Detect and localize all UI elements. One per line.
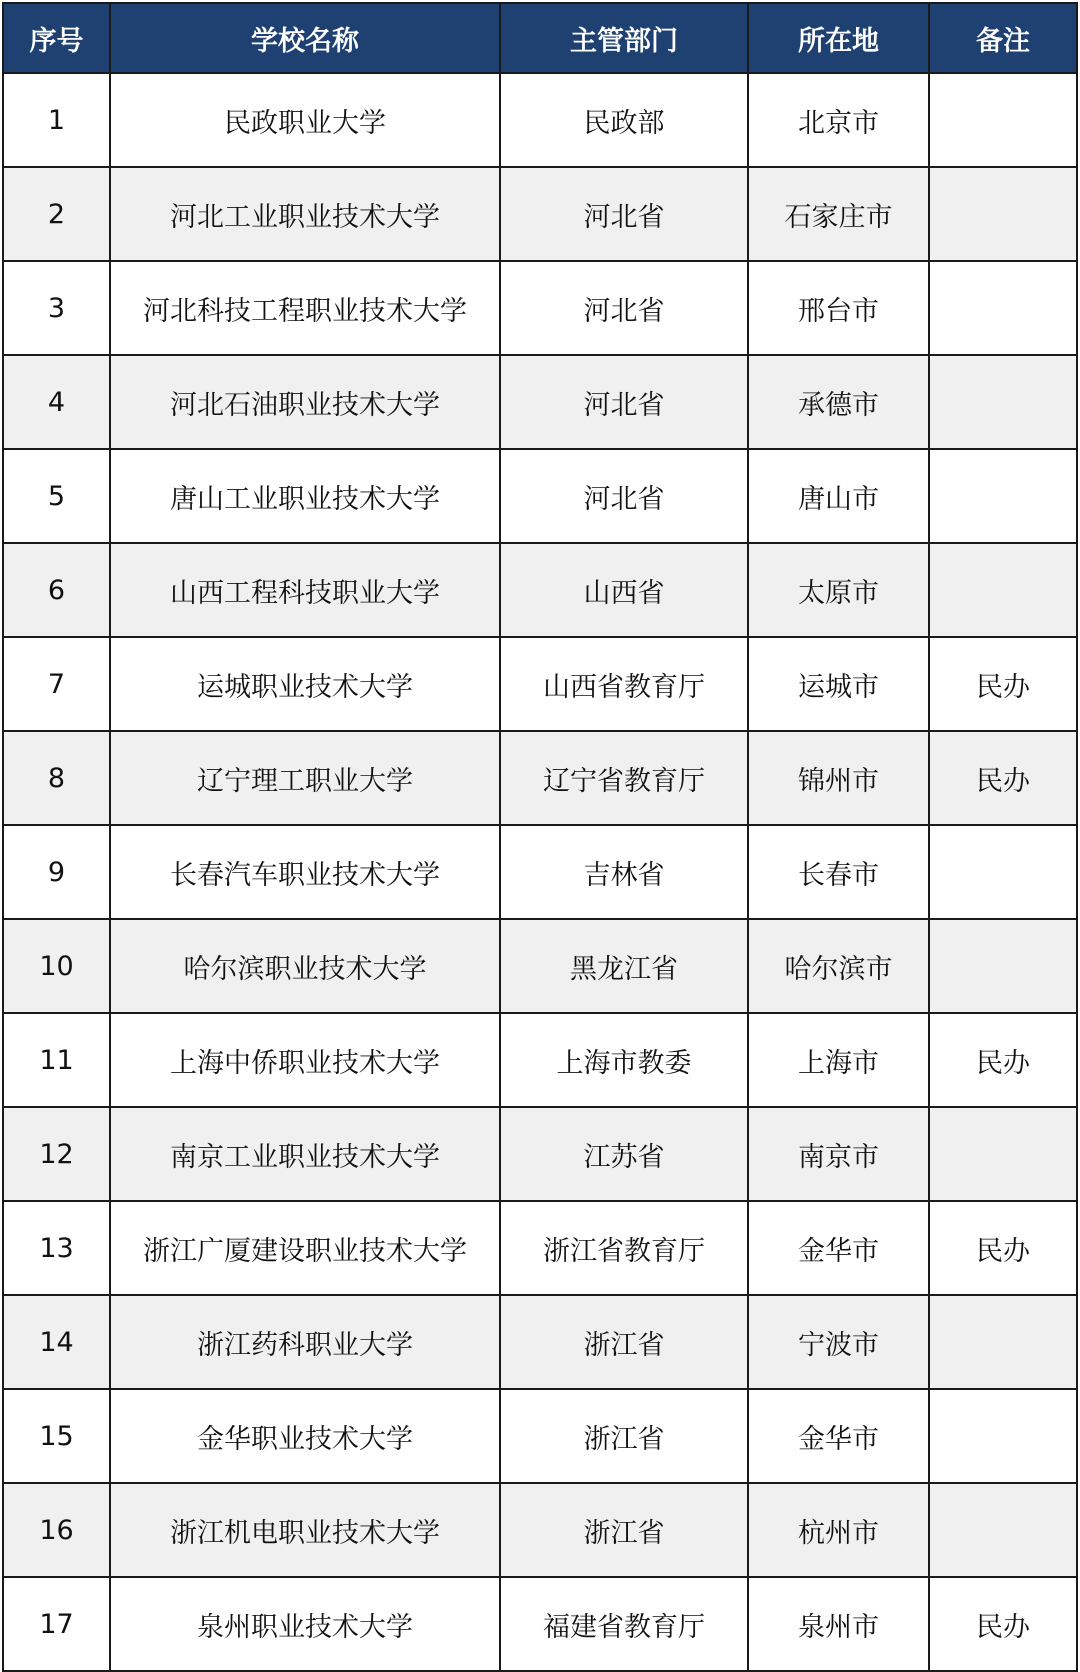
cell-location: 唐山市 [748, 449, 929, 543]
cell-location: 承德市 [748, 355, 929, 449]
cell-department: 福建省教育厅 [500, 1577, 748, 1671]
table-body [3, 73, 1077, 1671]
cell-remark [929, 919, 1077, 1013]
cell-department: 河北省 [500, 355, 748, 449]
cell-remark [929, 449, 1077, 543]
cell-department: 河北省 [500, 261, 748, 355]
cell-remark: 民办 [929, 731, 1077, 825]
cell-location: 邢台市 [748, 261, 929, 355]
cell-remark: 民办 [929, 637, 1077, 731]
cell-school-name: 山西工程科技职业大学 [110, 543, 500, 637]
cell-department: 黑龙江省 [500, 919, 748, 1013]
cell-school-name: 河北工业职业技术大学 [110, 167, 500, 261]
table-row [3, 543, 1077, 637]
cell-school-name: 河北科技工程职业技术大学 [110, 261, 500, 355]
cell-department: 上海市教委 [500, 1013, 748, 1107]
cell-index: 14 [3, 1295, 110, 1389]
header-school-name: 学校名称 [110, 3, 500, 73]
school-table-container [2, 2, 1076, 1672]
table-row [3, 73, 1077, 167]
table-row [3, 1577, 1077, 1671]
table-row [3, 1389, 1077, 1483]
cell-index: 8 [3, 731, 110, 825]
header-index: 序号 [3, 3, 110, 73]
cell-index: 11 [3, 1013, 110, 1107]
cell-location: 金华市 [748, 1389, 929, 1483]
cell-index: 16 [3, 1483, 110, 1577]
cell-department: 浙江省 [500, 1389, 748, 1483]
cell-index: 5 [3, 449, 110, 543]
header-location: 所在地 [748, 3, 929, 73]
cell-department: 浙江省 [500, 1295, 748, 1389]
cell-remark [929, 261, 1077, 355]
table-row [3, 1013, 1077, 1107]
cell-remark: 民办 [929, 1577, 1077, 1671]
table-row [3, 825, 1077, 919]
cell-school-name: 唐山工业职业技术大学 [110, 449, 500, 543]
cell-remark [929, 355, 1077, 449]
cell-remark [929, 1107, 1077, 1201]
cell-remark [929, 1389, 1077, 1483]
cell-school-name: 哈尔滨职业技术大学 [110, 919, 500, 1013]
cell-school-name: 河北石油职业技术大学 [110, 355, 500, 449]
cell-remark [929, 1483, 1077, 1577]
cell-location: 宁波市 [748, 1295, 929, 1389]
cell-department: 河北省 [500, 449, 748, 543]
cell-location: 北京市 [748, 73, 929, 167]
cell-index: 4 [3, 355, 110, 449]
cell-department: 吉林省 [500, 825, 748, 919]
header-remark: 备注 [929, 3, 1077, 73]
cell-location: 哈尔滨市 [748, 919, 929, 1013]
table-row [3, 637, 1077, 731]
cell-department: 江苏省 [500, 1107, 748, 1201]
cell-department: 浙江省 [500, 1483, 748, 1577]
cell-location: 锦州市 [748, 731, 929, 825]
cell-index: 6 [3, 543, 110, 637]
cell-remark [929, 543, 1077, 637]
cell-school-name: 浙江药科职业大学 [110, 1295, 500, 1389]
cell-location: 金华市 [748, 1201, 929, 1295]
cell-department: 山西省 [500, 543, 748, 637]
table-row [3, 449, 1077, 543]
table-row [3, 919, 1077, 1013]
cell-index: 3 [3, 261, 110, 355]
table-row [3, 1295, 1077, 1389]
cell-location: 泉州市 [748, 1577, 929, 1671]
cell-index: 13 [3, 1201, 110, 1295]
cell-department: 河北省 [500, 167, 748, 261]
cell-remark: 民办 [929, 1201, 1077, 1295]
cell-location: 运城市 [748, 637, 929, 731]
cell-school-name: 上海中侨职业技术大学 [110, 1013, 500, 1107]
cell-index: 7 [3, 637, 110, 731]
cell-remark: 民办 [929, 1013, 1077, 1107]
cell-index: 12 [3, 1107, 110, 1201]
cell-remark [929, 167, 1077, 261]
cell-location: 南京市 [748, 1107, 929, 1201]
cell-school-name: 泉州职业技术大学 [110, 1577, 500, 1671]
cell-school-name: 运城职业技术大学 [110, 637, 500, 731]
table-row [3, 1107, 1077, 1201]
cell-department: 山西省教育厅 [500, 637, 748, 731]
table-row [3, 1201, 1077, 1295]
cell-remark [929, 1295, 1077, 1389]
school-table [2, 2, 1078, 1672]
cell-index: 1 [3, 73, 110, 167]
table-row [3, 355, 1077, 449]
cell-index: 15 [3, 1389, 110, 1483]
cell-department: 辽宁省教育厅 [500, 731, 748, 825]
table-row [3, 167, 1077, 261]
cell-department: 浙江省教育厅 [500, 1201, 748, 1295]
cell-school-name: 民政职业大学 [110, 73, 500, 167]
cell-location: 太原市 [748, 543, 929, 637]
cell-school-name: 辽宁理工职业大学 [110, 731, 500, 825]
table-header [3, 3, 1077, 73]
cell-school-name: 南京工业职业技术大学 [110, 1107, 500, 1201]
cell-department: 民政部 [500, 73, 748, 167]
cell-remark [929, 825, 1077, 919]
table-row [3, 731, 1077, 825]
cell-location: 上海市 [748, 1013, 929, 1107]
cell-school-name: 金华职业技术大学 [110, 1389, 500, 1483]
cell-location: 长春市 [748, 825, 929, 919]
cell-index: 17 [3, 1577, 110, 1671]
cell-school-name: 长春汽车职业技术大学 [110, 825, 500, 919]
cell-index: 9 [3, 825, 110, 919]
cell-location: 石家庄市 [748, 167, 929, 261]
header-department: 主管部门 [500, 3, 748, 73]
cell-school-name: 浙江机电职业技术大学 [110, 1483, 500, 1577]
cell-remark [929, 73, 1077, 167]
table-row [3, 261, 1077, 355]
cell-school-name: 浙江广厦建设职业技术大学 [110, 1201, 500, 1295]
cell-index: 2 [3, 167, 110, 261]
table-row [3, 1483, 1077, 1577]
cell-location: 杭州市 [748, 1483, 929, 1577]
header-row [3, 3, 1077, 73]
cell-index: 10 [3, 919, 110, 1013]
